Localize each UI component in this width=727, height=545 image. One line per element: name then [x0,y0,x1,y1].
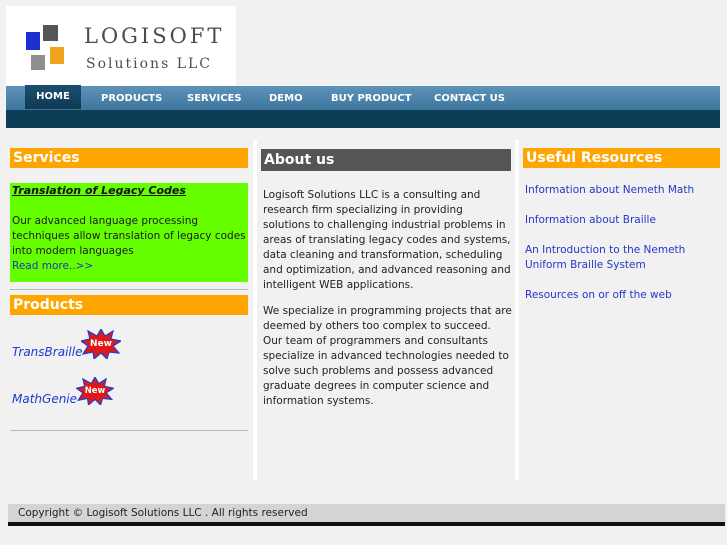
new-badge-label: New [84,384,106,395]
products-heading: Products [10,295,248,315]
copyright-text: Copyright © Logisoft Solutions LLC . All rights reserved [18,507,308,519]
nav-strip [6,110,720,128]
resource-link-resources-web[interactable]: Resources on or off the web [525,289,672,301]
nav-products[interactable]: PRODUCTS [101,93,163,104]
column-separator [515,140,519,480]
new-badge-icon [76,377,114,405]
about-paragraph-2: We specialize in programming projects that are deemed by others too complex to succeed. Our team of programmers and consultants specialize in advanced technologies needed to solve such problems and possess advanced graduate degrees in computer science and information systems. [263,305,512,407]
footer [8,504,725,522]
resource-link-nemeth-math[interactable]: Information about Nemeth Math [525,184,695,196]
logo-squares-icon [26,25,66,77]
new-badge-icon [81,329,121,359]
product-link-mathgenie[interactable]: MathGenie [12,392,78,406]
read-more-link[interactable]: Read more..>> [12,260,94,272]
nav-services[interactable]: SERVICES [187,93,242,104]
nav-contact-us[interactable]: CONTACT US [434,93,505,104]
main-nav [6,86,720,110]
about-heading: About us [261,149,511,171]
services-feature-box [10,183,248,282]
nav-demo[interactable]: DEMO [269,93,303,104]
footer-bar [8,522,725,526]
nav-buy-product[interactable]: BUY PRODUCT [331,93,412,104]
divider [10,289,248,290]
resource-link-nemeth-uniform[interactable]: An Introduction to the Nemeth Uniform Braille System [525,244,686,271]
product-link-transbraille[interactable]: TransBraille [12,345,83,359]
nav-home[interactable]: HOME [25,85,81,109]
resource-link-braille[interactable]: Information about Braille [525,214,656,226]
resources-heading: Useful Resources [523,148,720,168]
logo-subtitle: Solutions LLC [86,56,213,72]
services-feature-text [12,214,248,274]
column-separator [253,140,257,480]
divider [10,430,248,431]
logo-title: LOGISOFT [84,24,225,48]
services-feature-title[interactable]: Translation of Legacy Codes [12,184,186,197]
new-badge-label: New [90,339,112,349]
services-feature-description: Our advanced language processing techniques allow translation of legacy codes into modern languages [12,215,246,257]
logo[interactable] [6,6,236,86]
about-paragraph-1: Logisoft Solutions LLC is a consulting and research firm specializing in providing solutions to challenging industrial problems in areas of translating legacy codes and systems, data cleaning and transformation, scheduling and optimization, and advanced reasoning and intelligent WEB applications. [263,189,511,291]
services-heading: Services [10,148,248,168]
